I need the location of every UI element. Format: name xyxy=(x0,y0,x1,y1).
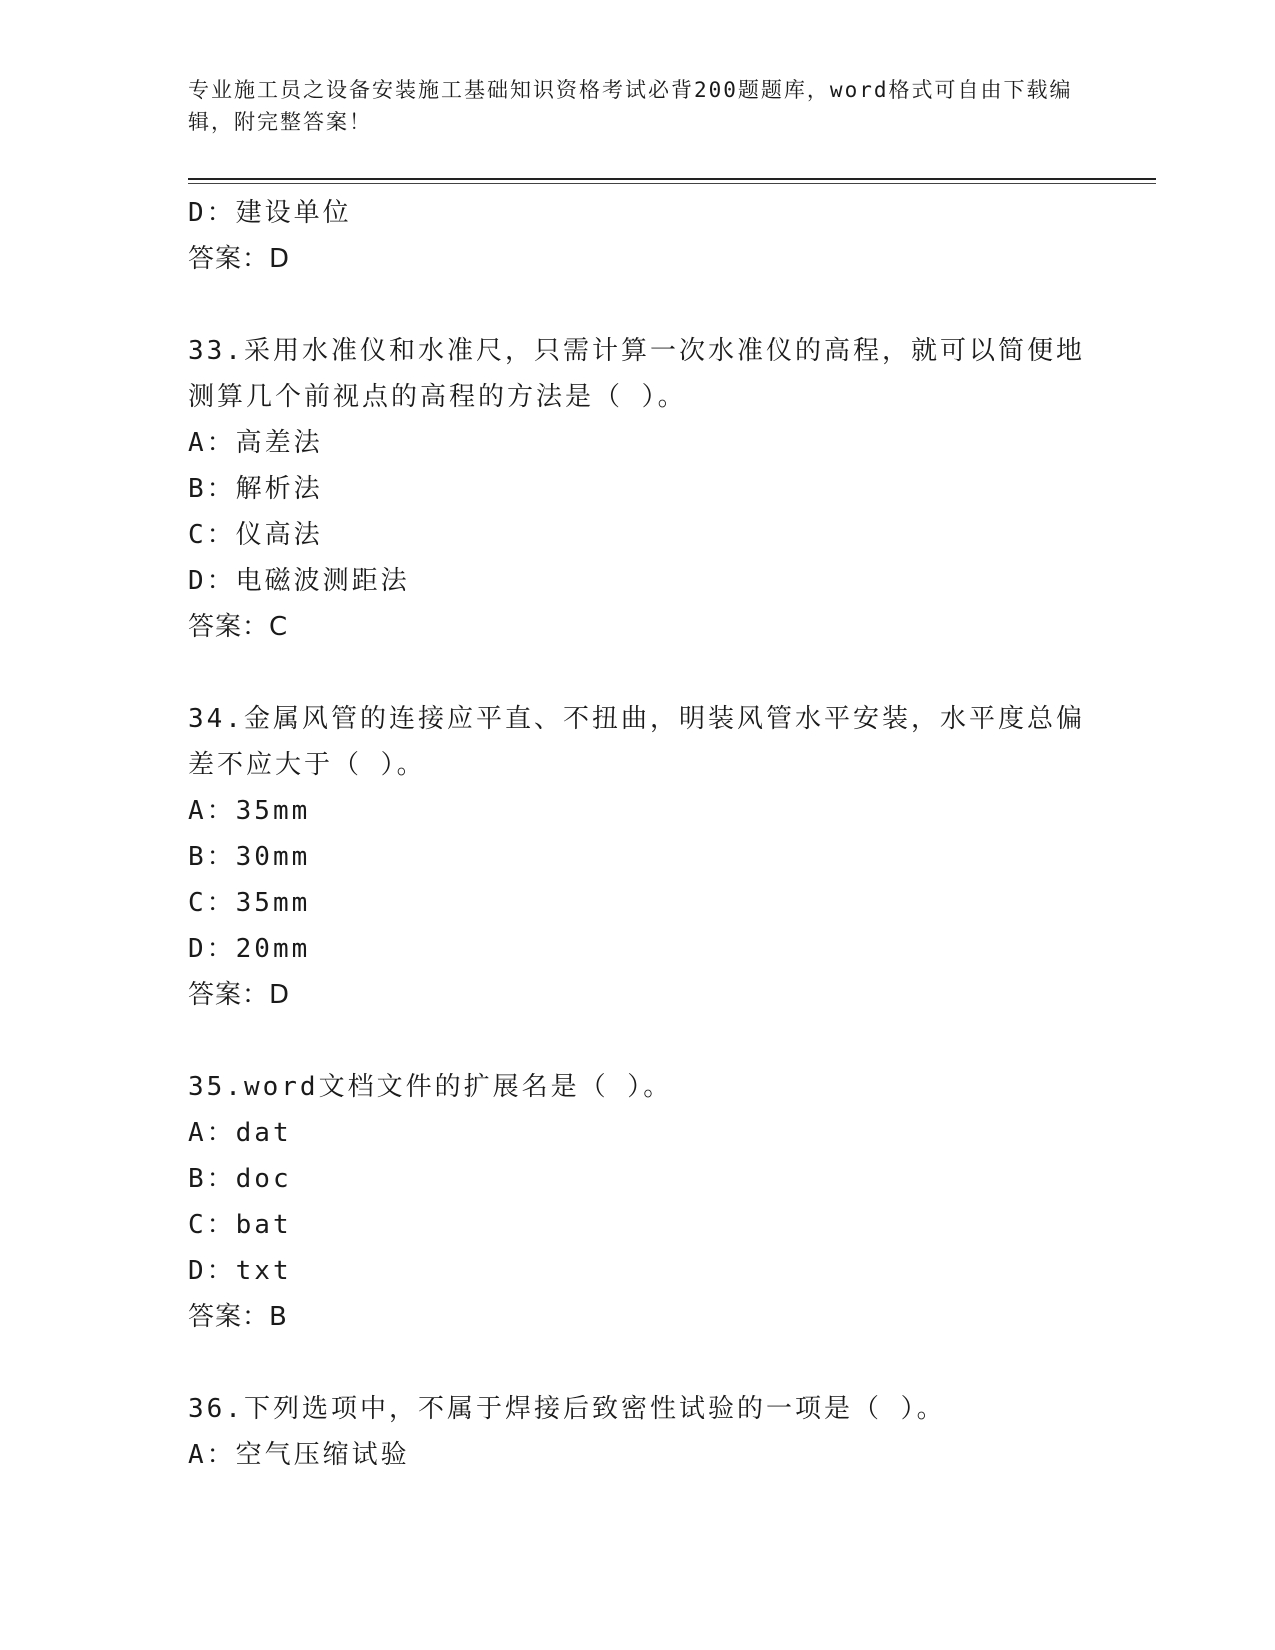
question-33 xyxy=(188,328,1088,650)
question-36 xyxy=(188,1386,1088,1478)
option-c: C：仪高法 xyxy=(188,520,323,550)
option-a: A：35mm xyxy=(188,796,311,826)
question-text: 33.采用水准仪和水准尺，只需计算一次水准仪的高程，就可以简便地测算几个前视点的高程的方法是（ ）。 xyxy=(188,336,1085,412)
header-divider-thin xyxy=(188,183,1156,184)
option-a: A：高差法 xyxy=(188,428,323,458)
question-text: 36.下列选项中，不属于焊接后致密性试验的一项是（ ）。 xyxy=(188,1394,946,1424)
document-header: 专业施工员之设备安装施工基础知识资格考试必背200题题库，word格式可自由下载编辑，附完整答案！ xyxy=(188,78,1073,134)
question-text: 35.word文档文件的扩展名是（ ）。 xyxy=(188,1072,673,1102)
question-35 xyxy=(188,1064,1088,1340)
question-34 xyxy=(188,696,1088,1018)
option-c: C：35mm xyxy=(188,888,311,918)
prev-answer: 答案：D xyxy=(188,244,291,274)
option-a: A：dat xyxy=(188,1118,292,1148)
question-text: 34.金属风管的连接应平直、不扭曲，明装风管水平安装，水平度总偏差不应大于（ ）。 xyxy=(188,704,1085,780)
option-d: D：txt xyxy=(188,1256,292,1286)
option-c: C：bat xyxy=(188,1210,292,1240)
option-b: B：30mm xyxy=(188,842,311,872)
option-a: A：空气压缩试验 xyxy=(188,1440,410,1470)
header-divider-thick xyxy=(188,178,1156,180)
option-d: D：20mm xyxy=(188,934,311,964)
option-d: D：电磁波测距法 xyxy=(188,566,410,596)
prev-option-d: D：建设单位 xyxy=(188,198,352,228)
answer: 答案：D xyxy=(188,980,291,1010)
document-body xyxy=(188,190,1088,1478)
option-b: B：doc xyxy=(188,1164,292,1194)
answer: 答案：B xyxy=(188,1302,288,1332)
option-b: B：解析法 xyxy=(188,474,323,504)
answer: 答案：C xyxy=(188,612,289,642)
